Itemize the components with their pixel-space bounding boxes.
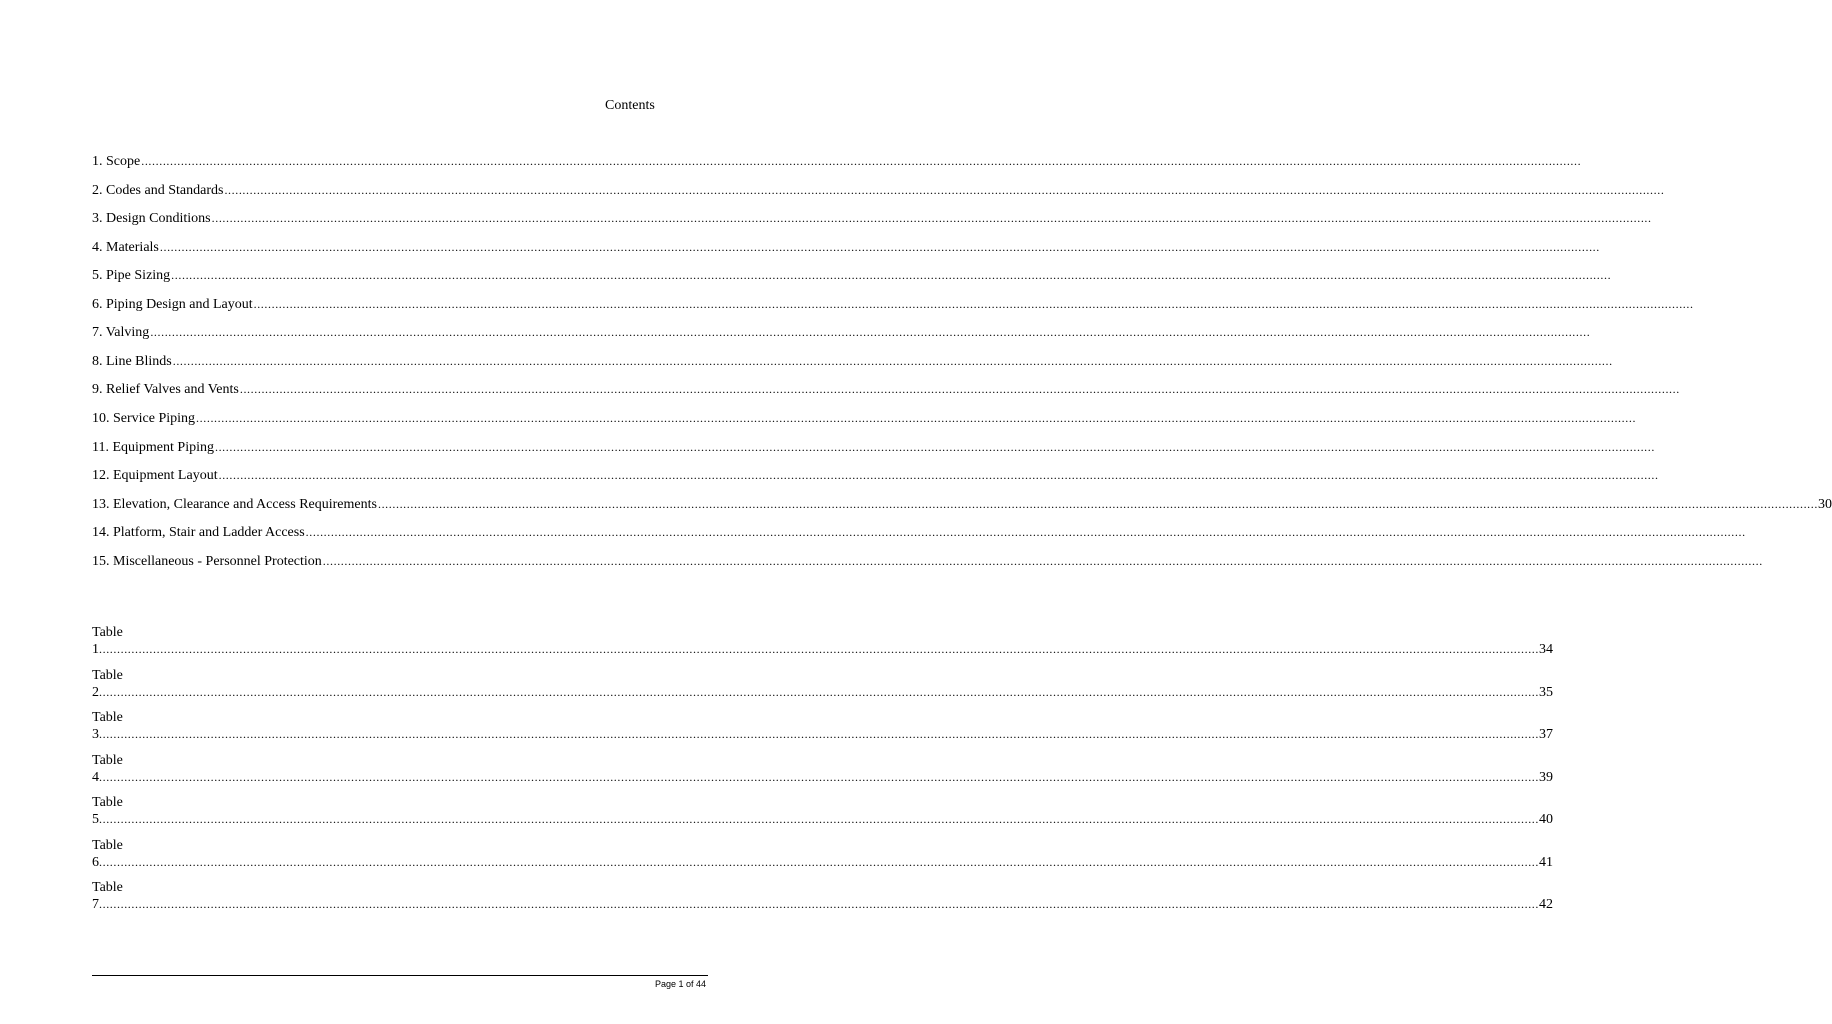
table-entry-page: 40 bbox=[1539, 812, 1553, 827]
toc-entry[interactable] bbox=[92, 209, 1652, 227]
toc-entry[interactable] bbox=[92, 323, 1591, 341]
dot-leader: ................................................................................................................................................................................................................................................................................................................................................................................................................ bbox=[150, 325, 1591, 340]
table-entry-label: Table bbox=[92, 710, 123, 725]
table-entry-number: 3 bbox=[92, 727, 99, 742]
dot-leader: ................................................................................................................................................................................................................................................................................................................................................................................................................ bbox=[141, 154, 1582, 168]
toc-entry[interactable] bbox=[92, 409, 1637, 427]
toc-entry[interactable] bbox=[92, 495, 1832, 513]
dot-leader: ................................................................................................................................................................................................................................................................................................................................................................................................................ bbox=[159, 239, 1600, 254]
toc-entry-title: 12. Equipment Layout bbox=[92, 468, 218, 484]
dot-leader: ................................................................................................................................................................................................................................................................................................................................................................................................................ bbox=[239, 382, 1680, 397]
table-entry-label: Table bbox=[92, 837, 123, 853]
toc-entry-title: 10. Service Piping bbox=[92, 410, 196, 426]
table-entry[interactable] bbox=[92, 624, 1553, 658]
dot-leader: ................................................................................................................................................................................................................................................................................................................................................................................................................ bbox=[172, 353, 1613, 368]
table-entry-number: 7 bbox=[92, 897, 99, 912]
toc-entry[interactable] bbox=[92, 266, 1612, 284]
toc-entry[interactable] bbox=[92, 523, 1746, 541]
dot-leader: ................................................................................................................................................................................................................................................................................................................................................................................................................ bbox=[99, 684, 1539, 699]
toc-entry[interactable] bbox=[92, 552, 1763, 570]
table-entry-page: 35 bbox=[1539, 684, 1553, 700]
toc-entry-title: 8. Line Blinds bbox=[92, 353, 172, 369]
toc-entry-title: 13. Elevation, Clearance and Access Requirements bbox=[92, 496, 377, 512]
toc-entry[interactable] bbox=[92, 152, 1582, 170]
table-entry-label: Table bbox=[92, 795, 123, 810]
table-entry[interactable] bbox=[92, 667, 1553, 701]
toc-entry[interactable] bbox=[92, 181, 1665, 199]
table-entry-label: Table bbox=[92, 752, 123, 768]
toc-entry-title: 2. Codes and Standards bbox=[92, 182, 224, 198]
dot-leader: ................................................................................................................................................................................................................................................................................................................................................................................................................ bbox=[99, 769, 1539, 784]
toc-entry[interactable] bbox=[92, 295, 1694, 313]
dot-leader: ................................................................................................................................................................................................................................................................................................................................................................................................................ bbox=[253, 296, 1694, 311]
table-entry-page: 41 bbox=[1539, 854, 1553, 870]
toc-entry-title: 11. Equipment Piping bbox=[92, 439, 214, 455]
table-entry-label: Table bbox=[92, 667, 123, 683]
dot-leader: ................................................................................................................................................................................................................................................................................................................................................................................................................ bbox=[171, 268, 1612, 283]
toc-entry[interactable] bbox=[92, 380, 1680, 398]
dot-leader: ................................................................................................................................................................................................................................................................................................................................................................................................................ bbox=[305, 525, 1746, 540]
toc-entry-title: 5. Pipe Sizing bbox=[92, 268, 171, 284]
toc-entry[interactable] bbox=[92, 238, 1600, 256]
dot-leader: ................................................................................................................................................................................................................................................................................................................................................................................................................ bbox=[196, 410, 1637, 425]
table-entry-page: 34 bbox=[1539, 642, 1553, 657]
dot-leader: ................................................................................................................................................................................................................................................................................................................................................................................................................ bbox=[218, 468, 1659, 483]
dot-leader: ................................................................................................................................................................................................................................................................................................................................................................................................................ bbox=[99, 854, 1539, 869]
dot-leader: ................................................................................................................................................................................................................................................................................................................................................................................................................ bbox=[214, 439, 1655, 454]
toc-entry-title: 9. Relief Valves and Vents bbox=[92, 382, 239, 398]
toc-entry-title: 7. Valving bbox=[92, 325, 150, 341]
footer-rule bbox=[92, 975, 708, 976]
toc-entry-title: 15. Miscellaneous - Personnel Protection bbox=[92, 553, 322, 569]
toc-entry-title: 6. Piping Design and Layout bbox=[92, 296, 253, 312]
table-entry-number: 2 bbox=[92, 684, 99, 700]
toc-entry[interactable] bbox=[92, 466, 1659, 484]
toc-entry-title: 14. Platform, Stair and Ladder Access bbox=[92, 525, 305, 541]
dot-leader: ................................................................................................................................................................................................................................................................................................................................................................................................................ bbox=[99, 642, 1539, 656]
page-title: Contents bbox=[605, 98, 655, 113]
table-entry[interactable] bbox=[92, 879, 1553, 913]
table-entry[interactable] bbox=[92, 709, 1553, 743]
table-entry-number: 5 bbox=[92, 812, 99, 827]
table-entry-number: 4 bbox=[92, 769, 99, 785]
table-entry-number: 1 bbox=[92, 642, 99, 657]
table-entry-page: 42 bbox=[1539, 897, 1553, 912]
dot-leader: ................................................................................................................................................................................................................................................................................................................................................................................................................ bbox=[211, 211, 1652, 226]
dot-leader: ................................................................................................................................................................................................................................................................................................................................................................................................................ bbox=[224, 182, 1665, 197]
table-entry-label: Table bbox=[92, 880, 123, 895]
footer-page-number: Page 1 of 44 bbox=[654, 979, 706, 989]
toc-entry-title: 1. Scope bbox=[92, 154, 141, 169]
toc-entry-title: 4. Materials bbox=[92, 239, 159, 255]
dot-leader: ................................................................................................................................................................................................................................................................................................................................................................................................................ bbox=[99, 727, 1539, 741]
table-entry-page: 39 bbox=[1539, 769, 1553, 785]
toc-entry-page: 30 bbox=[1817, 496, 1832, 512]
dot-leader: ................................................................................................................................................................................................................................................................................................................................................................................................................ bbox=[322, 553, 1763, 568]
table-entry[interactable] bbox=[92, 837, 1553, 871]
table-entry[interactable] bbox=[92, 794, 1553, 828]
dot-leader: ................................................................................................................................................................................................................................................................................................................................................................................................................ bbox=[99, 897, 1539, 911]
table-entry[interactable] bbox=[92, 752, 1553, 786]
table-entry-number: 6 bbox=[92, 854, 99, 870]
toc-entry[interactable] bbox=[92, 352, 1613, 370]
table-entry-label: Table bbox=[92, 625, 123, 640]
table-entry-page: 37 bbox=[1539, 727, 1553, 742]
toc-entry-title: 3. Design Conditions bbox=[92, 211, 211, 227]
toc-entry[interactable] bbox=[92, 438, 1655, 456]
dot-leader: ................................................................................................................................................................................................................................................................................................................................................................................................................ bbox=[377, 496, 1818, 511]
dot-leader: ................................................................................................................................................................................................................................................................................................................................................................................................................ bbox=[99, 812, 1539, 826]
